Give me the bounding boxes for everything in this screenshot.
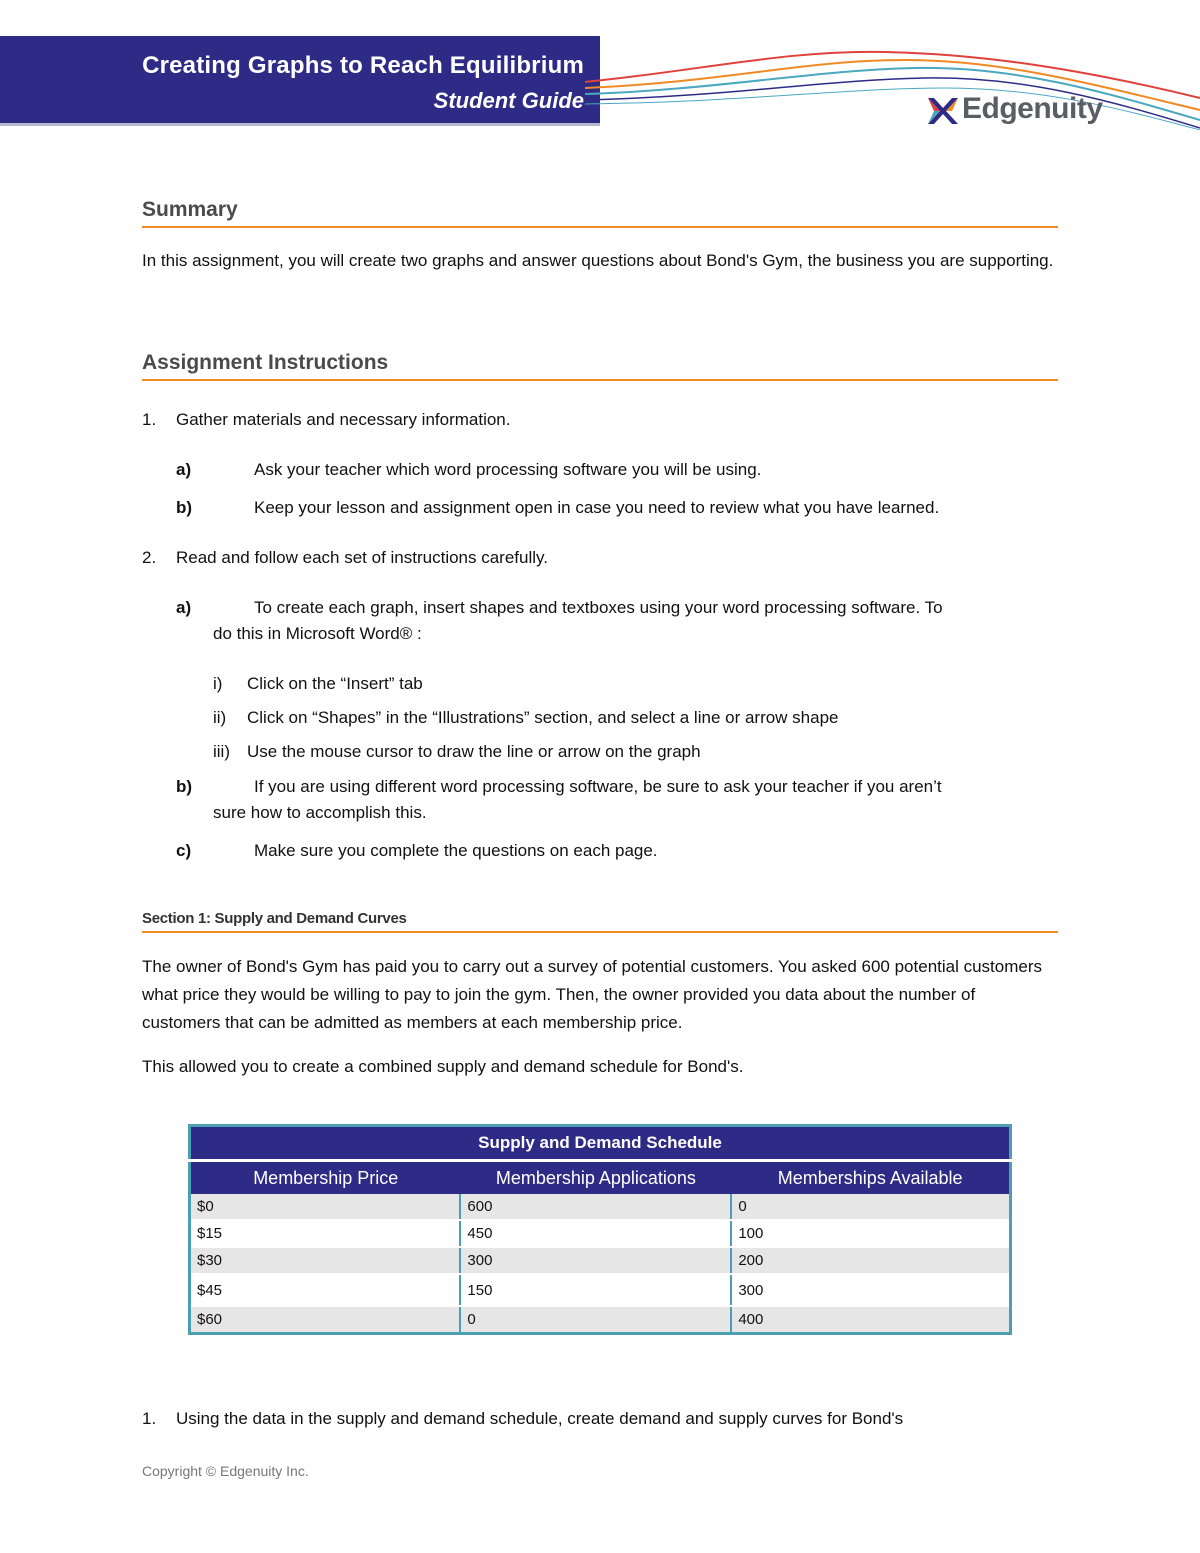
step-2-number: 2. <box>142 548 157 567</box>
question-1-number: 1. <box>142 1409 157 1428</box>
logo-x-icon <box>926 94 960 128</box>
roman-i-text: Click on the “Insert” tab <box>247 674 423 693</box>
step-1a-text: Ask your teacher which word processing software you will be using. <box>254 460 762 479</box>
document-subtitle: Student Guide <box>433 88 584 113</box>
table-cell: 0 <box>731 1194 1010 1220</box>
table-header-applications: Membership Applications <box>460 1161 731 1195</box>
roman-i-label: i) <box>213 674 223 693</box>
summary-text: In this assignment, you will create two graphs and answer questions about Bond's Gym, the business you are supporting. <box>142 251 1054 270</box>
document-title: Creating Graphs to Reach Equilibrium <box>142 52 584 79</box>
supply-demand-table <box>188 1124 1012 1335</box>
table-cell: 400 <box>731 1306 1010 1334</box>
step-2a-text-cont: do this in Microsoft Word® : <box>213 624 422 643</box>
step-2b-text: If you are using different word processing software, be sure to ask your teacher if you aren’t <box>254 777 942 796</box>
summary-heading: Summary <box>142 198 1058 228</box>
table-row <box>190 1194 1011 1220</box>
decorative-waves <box>585 30 1200 130</box>
section-1-heading: Section 1: Supply and Demand Curves <box>142 910 1058 933</box>
header-banner <box>0 36 600 126</box>
table-row <box>190 1274 1011 1306</box>
table-cell: 450 <box>460 1220 731 1247</box>
roman-ii-text: Click on “Shapes” in the “Illustrations” section, and select a line or arrow shape <box>247 708 839 727</box>
table-cell: 100 <box>731 1220 1010 1247</box>
step-1-number: 1. <box>142 410 157 429</box>
step-1a-label: a) <box>176 460 192 479</box>
table-cell: $45 <box>190 1274 461 1306</box>
table-cell: $30 <box>190 1247 461 1274</box>
footer-copyright: Copyright © Edgenuity Inc. <box>142 1463 309 1479</box>
step-2a-label: a) <box>176 598 192 617</box>
table-row <box>190 1220 1011 1247</box>
table-cell: 0 <box>460 1306 731 1334</box>
step-1-text: Gather materials and necessary information. <box>176 410 511 429</box>
table-cell: 150 <box>460 1274 731 1306</box>
table-cell: 200 <box>731 1247 1010 1274</box>
step-1b-label: b) <box>176 498 193 517</box>
section-1-paragraph-2: This allowed you to create a combined supply and demand schedule for Bond's. <box>142 1057 744 1076</box>
logo-text: Edgenuity <box>962 92 1103 125</box>
table-title: Supply and Demand Schedule <box>190 1126 1011 1161</box>
table-cell: 600 <box>460 1194 731 1220</box>
step-2c-label: c) <box>176 841 192 860</box>
roman-iii-label: iii) <box>213 742 230 761</box>
step-2-text: Read and follow each set of instructions carefully. <box>176 548 548 567</box>
table-cell: $60 <box>190 1306 461 1334</box>
table-row <box>190 1306 1011 1334</box>
step-2c-text: Make sure you complete the questions on each page. <box>254 841 658 860</box>
step-1b-text: Keep your lesson and assignment open in case you need to review what you have learned. <box>254 498 940 517</box>
roman-iii-text: Use the mouse cursor to draw the line or arrow on the graph <box>247 742 701 761</box>
table-row <box>190 1247 1011 1274</box>
roman-ii-label: ii) <box>213 708 227 727</box>
table-cell: 300 <box>460 1247 731 1274</box>
table-cell: $0 <box>190 1194 461 1220</box>
table-header-available: Memberships Available <box>731 1161 1010 1195</box>
step-2b-text-cont: sure how to accomplish this. <box>213 803 427 822</box>
step-2a-text: To create each graph, insert shapes and textboxes using your word processing software. To <box>254 598 943 617</box>
table-cell: 300 <box>731 1274 1010 1306</box>
step-2b-label: b) <box>176 777 193 796</box>
table-cell: $15 <box>190 1220 461 1247</box>
instructions-heading: Assignment Instructions <box>142 351 1058 381</box>
table-header-price: Membership Price <box>190 1161 461 1195</box>
question-1-text: Using the data in the supply and demand schedule, create demand and supply curves for Bond's <box>176 1409 904 1428</box>
section-1-paragraph-1: The owner of Bond's Gym has paid you to carry out a survey of potential customers. You asked 600 potential customers what price they would be willing to pay to join the gym. Then, the owner provided you data about the number of customers that can be admitted as members at each membership price. <box>142 957 1043 1032</box>
